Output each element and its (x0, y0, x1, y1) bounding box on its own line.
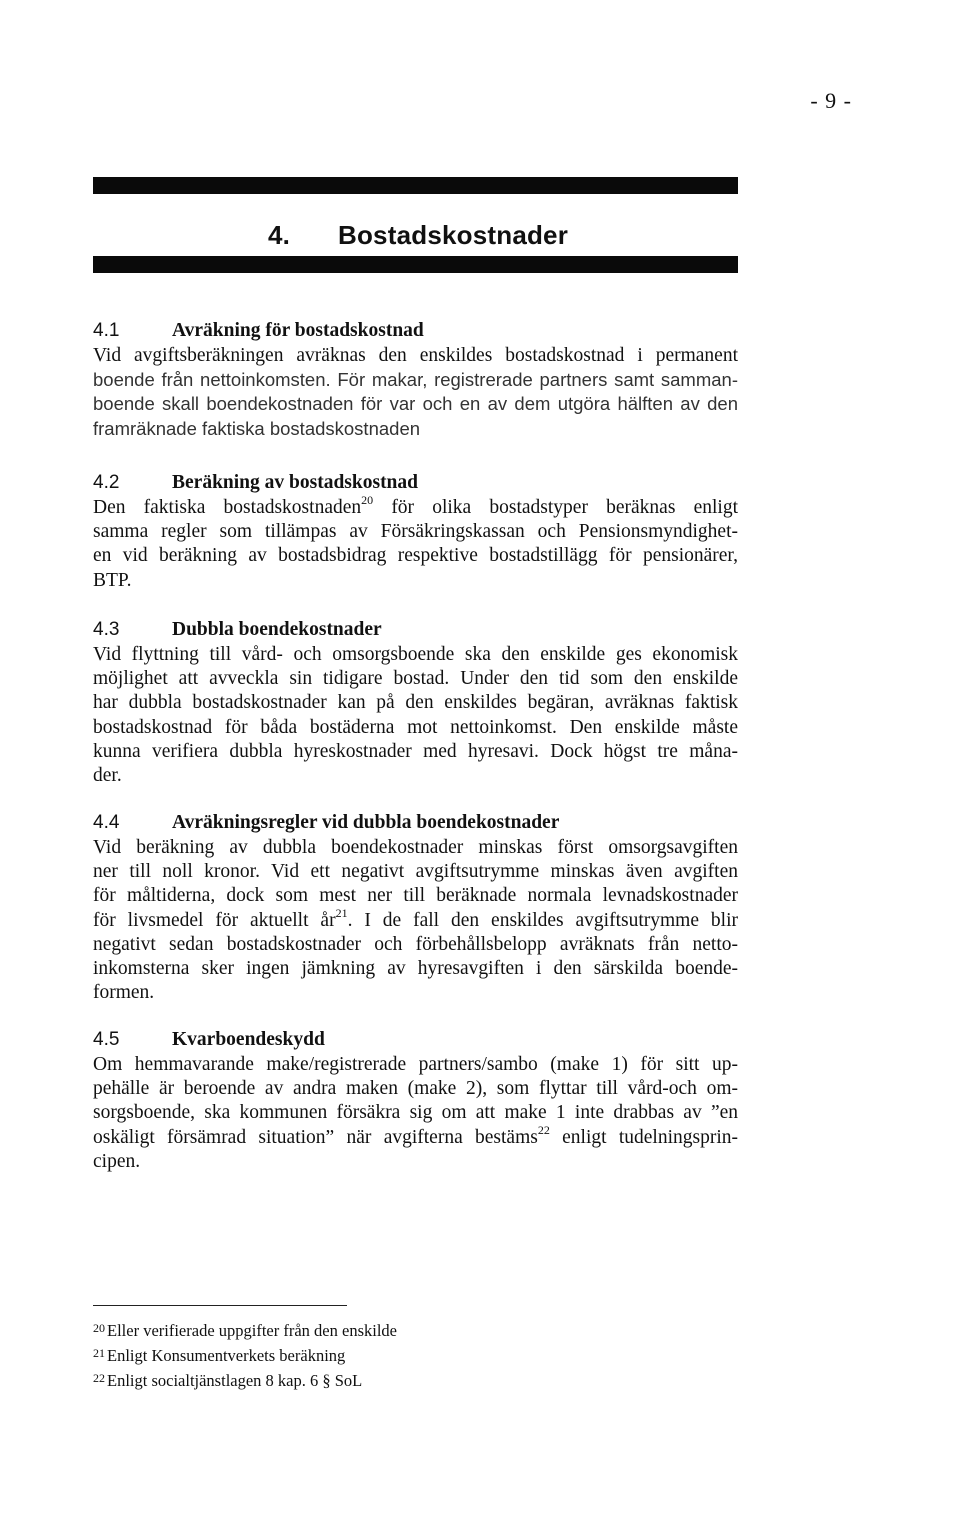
paragraph-line: boende från nettoinkomsten. För makar, registrerade partners samt samman- (93, 369, 738, 391)
paragraph-line: der. (93, 765, 122, 787)
paragraph-line: möjlighet att avveckla sin tidigare bostad. Under den tid som den enskilde (93, 668, 738, 690)
text-run: . I de fall den enskildes avgiftsutrymme blir (347, 909, 738, 931)
section-4-4 (93, 810, 738, 1005)
text-run: Den faktiska bostadskostnaden (93, 497, 362, 518)
section-4-1 (93, 318, 738, 441)
paragraph-line: samma regler som tillämpas av Försäkringskassan och Pensionsmyndighet- (93, 521, 738, 543)
footnote (93, 1342, 397, 1367)
footnote (93, 1367, 397, 1392)
section-title: Kvarboendeskydd (172, 1029, 325, 1050)
paragraph-line: Vid flyttning till vård- och omsorgsboende ska den enskilde ges ekonomisk (93, 644, 738, 665)
paragraph-line: pehälle är beroende av andra maken (make 2), som flyttar till vård-och om- (93, 1078, 738, 1100)
footnote (93, 1317, 397, 1342)
footnote-text: Enligt Konsumentverkets beräkning (107, 1346, 346, 1365)
paragraph-line (93, 493, 738, 520)
footnote-mark: 22 (93, 1371, 105, 1385)
section-number: 4.1 (93, 320, 120, 341)
text-run: för livsmedel för aktuellt år (93, 909, 336, 931)
section-number: 4.5 (93, 1029, 120, 1050)
footnote-text: Eller verifierade uppgifter från den enskilde (107, 1321, 397, 1340)
footnote-ref: 21 (335, 905, 348, 920)
footnote-mark: 20 (93, 1321, 105, 1335)
chapter-heading (268, 220, 568, 251)
footnote-mark: 21 (93, 1346, 105, 1360)
chapter-title: Bostadskostnader (338, 220, 569, 250)
section-4-5 (93, 1027, 738, 1174)
text-run: enligt tudelningsprin- (549, 1126, 739, 1148)
text-run: för olika bostadstyper beräknas enligt (373, 497, 738, 518)
paragraph-line: kunna verifiera dubbla hyreskostnader med hyresavi. Dock högst tre måna- (93, 740, 738, 762)
section-heading (93, 470, 738, 496)
paragraph-line: sorgsboende, ska kommunen försäkra sig om att make 1 inte drabbas av ”en (93, 1102, 738, 1124)
paragraph-line: BTP. (93, 569, 132, 591)
section-title: Dubbla boendekostnader (172, 619, 382, 640)
paragraph-line (93, 905, 738, 933)
section-title: Beräkning av bostadskostnad (172, 472, 418, 493)
section-number: 4.2 (93, 472, 120, 493)
section-number: 4.3 (93, 619, 120, 640)
section-title: Avräkningsregler vid dubbla boendekostnader (172, 812, 560, 833)
paragraph-line: cipen. (93, 1150, 141, 1172)
section-4-3 (93, 617, 738, 788)
paragraph-line: en vid beräkning av bostadsbidrag respektive bostadstillägg för pensionärer, (93, 545, 738, 567)
section-heading (93, 1027, 738, 1053)
footnote-separator (93, 1305, 347, 1306)
text-run: oskäligt försämrad situation” när avgifterna bestäms (93, 1126, 538, 1148)
paragraph-line: ner till noll kronor. Vid ett negativt avgiftsutrymme minskas även avgiften (93, 861, 738, 883)
paragraph-line: bostadskostnad för båda bostäderna mot nettoinkomst. Den enskilde måste (93, 716, 738, 738)
chapter-bottom-bar (93, 256, 738, 273)
paragraph-line: Vid avgiftsberäkningen avräknas den enskildes bostadskostnad i permanent (93, 345, 738, 366)
paragraph-line: Om hemmavarande make/registrerade partners/sambo (make 1) för sitt up- (93, 1054, 738, 1075)
footnote-ref: 20 (361, 493, 374, 507)
footnote-text: Enligt socialtjänstlagen 8 kap. 6 § SoL (107, 1371, 363, 1390)
section-heading (93, 318, 738, 344)
paragraph-line: Vid beräkning av dubbla boendekostnader minskas först omsorgsavgiften (93, 837, 738, 858)
chapter-number: 4. (268, 220, 291, 250)
paragraph-line: formen. (93, 982, 155, 1004)
paragraph-line: för måltiderna, dock som mest ner till beräknade normala levnadskostnader (93, 885, 738, 907)
paragraph-line: framräknade faktiska bostadskostnaden (93, 417, 421, 439)
chapter-top-bar (93, 177, 738, 194)
paragraph-line: inkomsterna sker ingen jämkning av hyresavgiften i den särskilda boende- (93, 958, 738, 980)
section-title: Avräkning för bostadskostnad (172, 320, 424, 341)
paragraph-line: har dubbla bostadskostnader kan på den enskildes begäran, avräknas faktisk (93, 692, 738, 714)
paragraph-line (93, 1122, 739, 1150)
page-number: - 9 - (810, 88, 852, 113)
paragraph-line: negativt sedan bostadskostnader och förbehållsbelopp avräknats från netto- (93, 933, 738, 955)
paragraph-line: boende skall boendekostnaden för var och en av dem utgöra hälften av den (93, 393, 738, 415)
section-heading (93, 810, 738, 836)
section-heading (93, 617, 738, 643)
section-number: 4.4 (93, 812, 120, 833)
footnotes (93, 1317, 397, 1392)
section-4-2 (93, 470, 738, 593)
footnote-ref: 22 (537, 1122, 550, 1137)
